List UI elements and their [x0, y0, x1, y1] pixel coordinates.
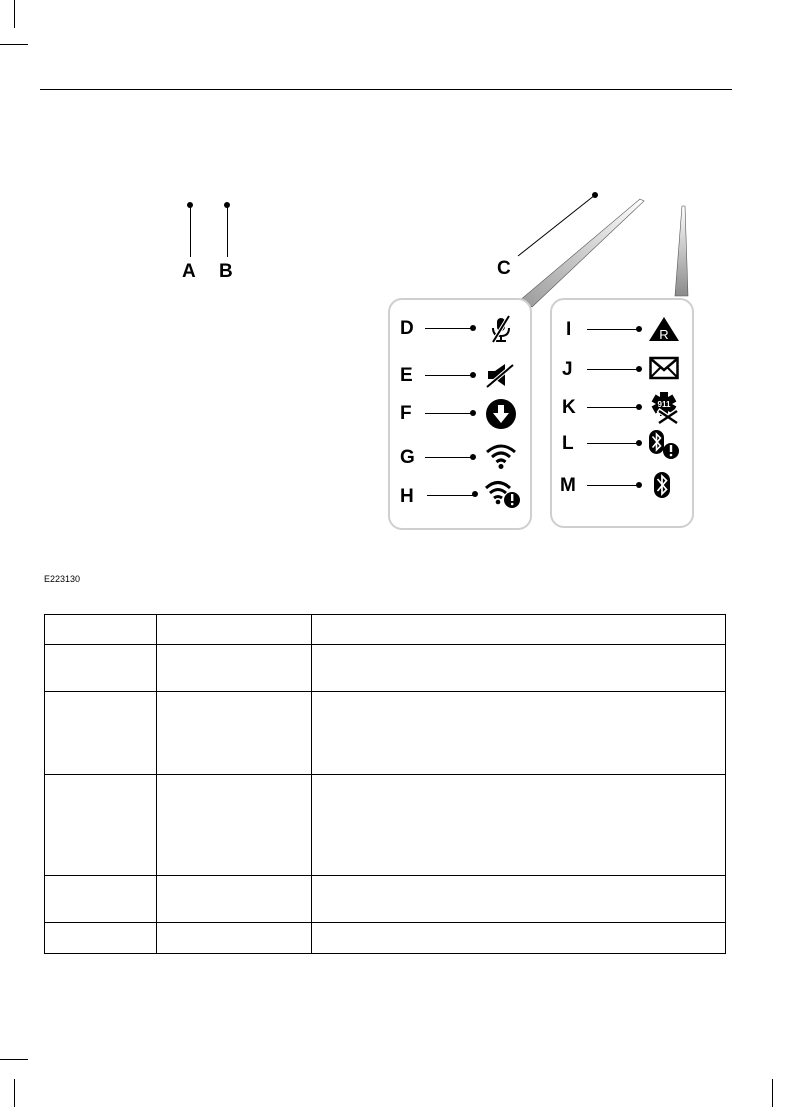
- callout-label-g: G: [400, 447, 415, 468]
- speaker-muted-icon: [485, 361, 515, 389]
- table-cell: [312, 645, 726, 692]
- callout-label-i: I: [566, 319, 572, 340]
- table-cell: [157, 692, 312, 775]
- download-icon: [485, 398, 517, 430]
- table-header-cell: [312, 615, 726, 645]
- callout-line-h: [427, 495, 475, 496]
- table-row: [45, 775, 726, 876]
- callout-dot-d: [470, 325, 476, 331]
- table-row: [45, 692, 726, 775]
- table-row: [45, 876, 726, 923]
- callout-dot-i: [636, 326, 642, 332]
- callout-dot-k: [636, 404, 642, 410]
- callout-line-m: [587, 485, 639, 486]
- table-cell: [157, 876, 312, 923]
- table-row: [45, 615, 726, 645]
- bluetooth-icon: [652, 471, 672, 499]
- callout-line-l: [587, 443, 639, 444]
- callout-label-f: F: [400, 403, 412, 424]
- callout-line-e: [425, 375, 473, 376]
- callout-dot-l: [636, 440, 642, 446]
- table-cell: [157, 645, 312, 692]
- table-cell: [45, 692, 157, 775]
- table-cell: [157, 775, 312, 876]
- emergency-assistance-off-icon: [648, 390, 682, 426]
- callout-dot-j: [636, 366, 642, 372]
- callout-table: [44, 614, 726, 954]
- message-icon: [649, 356, 679, 380]
- table-row: [45, 923, 726, 954]
- table-cell: [312, 876, 726, 923]
- callout-dot-g: [470, 454, 476, 460]
- table-cell: [312, 923, 726, 954]
- callout-label-b: B: [219, 261, 233, 282]
- table-cell: [312, 775, 726, 876]
- table-cell: [157, 923, 312, 954]
- callout-line-f: [425, 413, 473, 414]
- figure-code: E223130: [44, 574, 81, 584]
- wifi-warning-icon: [484, 478, 522, 510]
- callout-label-l: L: [562, 433, 574, 454]
- table-header-cell: [45, 615, 157, 645]
- crop-mark: [772, 1079, 773, 1107]
- microphone-muted-icon: [486, 314, 516, 344]
- wifi-icon: [485, 442, 517, 470]
- callout-label-m: M: [560, 475, 576, 496]
- callout-line-d: [425, 328, 473, 329]
- table-row: [45, 645, 726, 692]
- crop-mark: [14, 1079, 15, 1107]
- svg-text:911: 911: [657, 400, 671, 409]
- table-cell: [45, 876, 157, 923]
- callout-label-d: D: [400, 318, 414, 339]
- svg-text:R: R: [659, 327, 669, 342]
- roaming-icon: [648, 316, 680, 342]
- callout-dot-e: [470, 372, 476, 378]
- callout-line-i: [587, 329, 639, 330]
- callout-label-a: A: [182, 261, 196, 282]
- callout-label-h: H: [400, 486, 414, 507]
- callout-line-k: [587, 407, 639, 408]
- callout-dot-m: [636, 482, 642, 488]
- callout-dot-h: [472, 491, 478, 497]
- table-cell: [45, 775, 157, 876]
- callout-label-e: E: [400, 365, 413, 386]
- callout-label-c: C: [497, 258, 511, 279]
- callout-label-j: J: [562, 359, 573, 380]
- bluetooth-warning-icon: [646, 428, 682, 462]
- callout-line-g: [425, 457, 473, 458]
- table-header-cell: [157, 615, 312, 645]
- table-cell: [45, 923, 157, 954]
- table-cell: [45, 645, 157, 692]
- crop-mark: [0, 1059, 28, 1060]
- callout-dot-f: [470, 410, 476, 416]
- callout-label-k: K: [562, 397, 576, 418]
- table-cell: [312, 692, 726, 775]
- callout-line-j: [587, 369, 639, 370]
